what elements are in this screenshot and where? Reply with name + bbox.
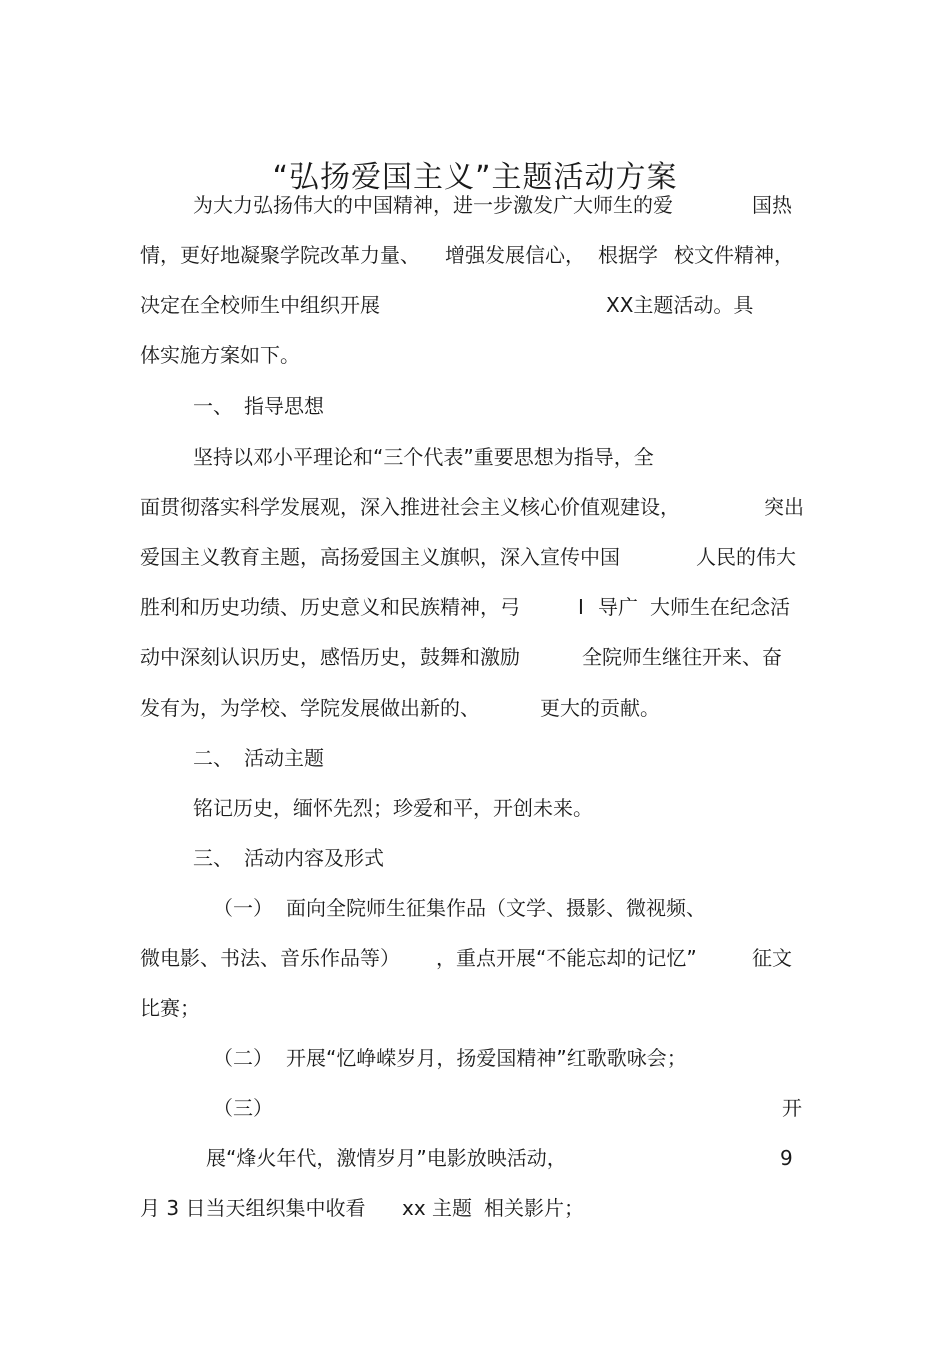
text-segment: 征文 [752,946,792,970]
text-segment: 为大力弘扬伟大的中国精神，进一步激发广大师生的爱 [193,193,673,217]
text-line [0,340,950,370]
text-line [0,1193,950,1223]
text-segment: 全院师生继往开来、奋 [582,645,782,669]
text-line [0,693,950,723]
document-title: “弘扬爱国主义”主题活动方案 [272,160,678,196]
text-segment: 情，更好地凝聚学院改革力量、 [140,243,420,267]
text-segment: 动中深刻认识历史，感悟历史，鼓舞和激励 [140,645,520,669]
text-segment: 根据学 [598,243,658,267]
text-segment: 爱国主义教育主题，高扬爱国主义旗帜，深入宣传中国 [140,545,620,569]
text-segment: 9 [780,1146,793,1170]
text-segment: 开展“忆峥嵘岁月，扬爱国精神”红歌歌咏会； [286,1046,687,1070]
text-segment: 月 3 日当天组织集中收看 [140,1196,366,1220]
text-line [0,442,950,472]
text-segment: 活动内容及形式 [244,846,384,870]
text-segment: 坚持以邓小平理论和“三个代表”重要思想为指导，全 [193,445,654,469]
text-segment: 微电影、书法、音乐作品等） [140,946,400,970]
text-line [0,542,950,572]
text-line [0,1143,950,1173]
text-line [0,743,950,773]
text-segment: 比赛； [140,996,200,1020]
text-line [0,993,950,1023]
text-segment: 人民的伟大 [696,545,796,569]
text-line [0,943,950,973]
text-segment: 体实施方案如下。 [140,343,300,367]
text-line [0,391,950,421]
text-segment: I [578,595,584,619]
text-segment: 导广 [598,595,638,619]
text-line [0,290,950,320]
text-line [0,1043,950,1073]
text-line [0,592,950,622]
text-segment: 面向全院师生征集作品（文学、摄影、微视频、 [286,896,706,920]
text-line [0,843,950,873]
text-line [0,793,950,823]
text-segment: 指导思想 [244,394,324,418]
text-segment: XX主题活动。具 [606,293,754,317]
text-segment: 展“烽火年代，激情岁月”电影放映活动， [206,1146,567,1170]
text-segment: 校文件精神， [674,243,794,267]
text-segment: xx 主题 [402,1196,473,1220]
text-segment: 开 [782,1096,802,1120]
text-segment: ，重点开展“不能忘却的记忆” [436,946,697,970]
text-segment: （一） [213,896,273,920]
text-segment: 国热 [752,193,792,217]
text-line [0,893,950,923]
text-line [0,492,950,522]
text-segment: （三） [213,1096,273,1120]
text-line [0,642,950,672]
text-segment: 相关影片； [484,1196,584,1220]
text-segment: 面贯彻落实科学发展观，深入推进社会主义核心价值观建设， [140,495,680,519]
text-segment: 更大的贡献。 [540,696,660,720]
text-segment: 一、 [193,394,233,418]
text-line [0,240,950,270]
text-line [0,190,950,220]
text-segment: 突出 [764,495,804,519]
text-segment: 大师生在纪念活 [650,595,790,619]
text-segment: 二、 [193,746,233,770]
text-segment: 三、 [193,846,233,870]
text-segment: 活动主题 [244,746,324,770]
text-segment: （二） [213,1046,273,1070]
text-segment: 铭记历史，缅怀先烈；珍爱和平，开创未来。 [193,796,593,820]
text-segment: 发有为，为学校、学院发展做出新的、 [140,696,480,720]
text-segment: 胜利和历史功绩、历史意义和民族精神，弓 [140,595,520,619]
text-line [0,1093,950,1123]
text-segment: 增强发展信心， [445,243,585,267]
text-segment: 决定在全校师生中组织开展 [140,293,380,317]
